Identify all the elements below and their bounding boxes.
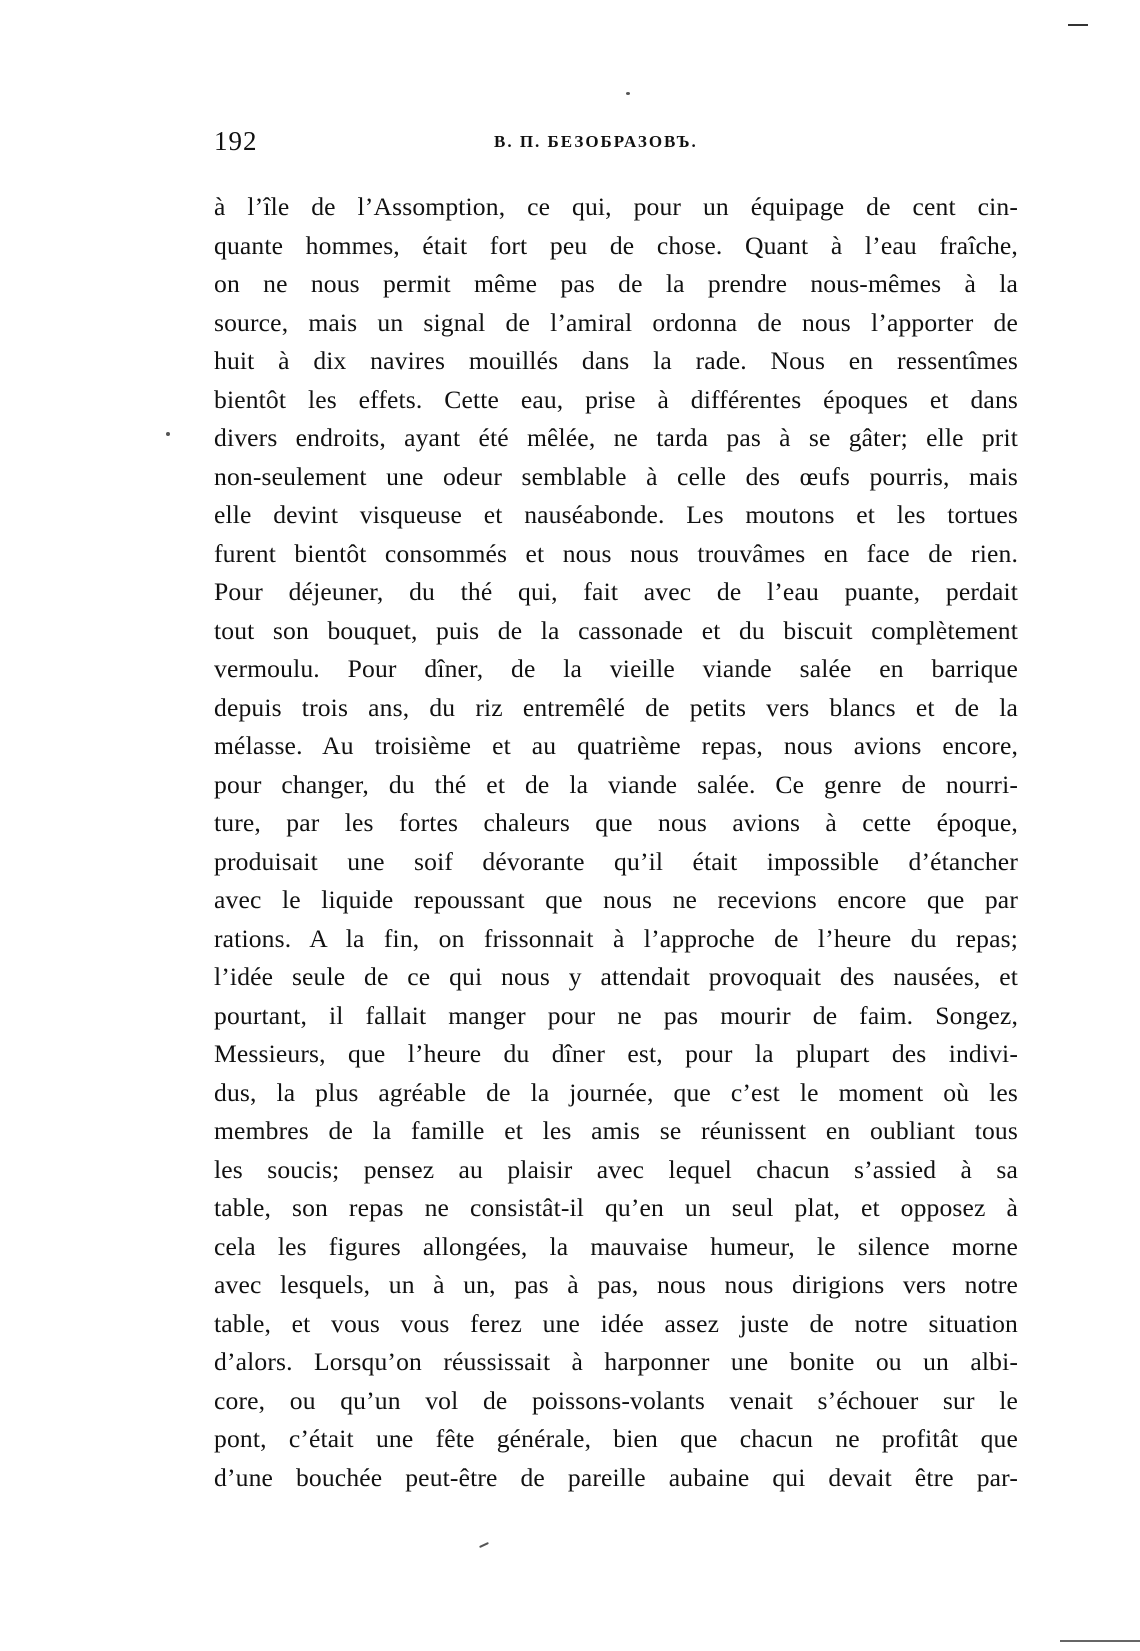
text-line: quante hommes, était fort peu de chose. Quant à l’eau fraîche, bbox=[214, 230, 1018, 260]
text-line: rations. A la fin, on frissonnait à l’approche de l’heure du repas; bbox=[214, 923, 1018, 953]
scan-edge-mark bbox=[1068, 24, 1088, 26]
text-line: non-seulement une odeur semblable à celle des œufs pourris, mais bbox=[214, 461, 1018, 491]
text-line: Messieurs, que l’heure du dîner est, pour la plupart des indivi- bbox=[214, 1039, 1018, 1068]
text-line: d’une bouchée peut-être de pareille aubaine qui devait être par- bbox=[214, 1462, 1018, 1492]
scan-speck bbox=[479, 1542, 489, 1548]
text-line: divers endroits, ayant été mêlée, ne tarda pas à se gâter; elle prit bbox=[214, 423, 1018, 452]
text-line: Pour déjeuner, du thé qui, fait avec de l’eau puante, perdait bbox=[214, 577, 1018, 606]
text-line: bientôt les effets. Cette eau, prise à différentes époques et dans bbox=[214, 384, 1018, 414]
running-head: В. П. БЕЗОБРАЗОВЪ. bbox=[494, 132, 698, 151]
text-line: table, son repas ne consistât-il qu’en un seul plat, et opposez à bbox=[214, 1193, 1018, 1222]
text-line: les soucis; pensez au plaisir avec lequel chacun s’assied à sa bbox=[214, 1154, 1018, 1184]
text-line: l’idée seule de ce qui nous y attendait provoquait des nausées, et bbox=[214, 962, 1018, 991]
page-header bbox=[214, 126, 1018, 166]
text-line: depuis trois ans, du riz entremêlé de petits vers blancs et de la bbox=[214, 692, 1018, 722]
text-line: on ne nous permit même pas de la prendre nous-mêmes à la bbox=[214, 269, 1018, 298]
text-line: huit à dix navires mouillés dans la rade. Nous en ressentîmes bbox=[214, 346, 1018, 375]
scan-speck bbox=[626, 92, 630, 95]
text-line: core, ou qu’un vol de poissons-volants venait s’échouer sur le bbox=[214, 1385, 1018, 1415]
body-text bbox=[214, 188, 1018, 1497]
text-line: produisait une soif dévorante qu’il était impossible d’étancher bbox=[214, 846, 1018, 876]
scan-speck bbox=[166, 432, 170, 436]
text-line: à l’île de l’Assomption, ce qui, pour un équipage de cent cin- bbox=[214, 192, 1018, 221]
text-line: pour changer, du thé et de la viande salée. Ce genre de nourri- bbox=[214, 769, 1018, 799]
text-line: table, et vous vous ferez une idée assez juste de notre situation bbox=[214, 1308, 1018, 1338]
text-line: elle devint visqueuse et nauséabonde. Les moutons et les tortues bbox=[214, 500, 1018, 529]
text-line: d’alors. Lorsqu’on réussissait à harponner une bonite ou un albi- bbox=[214, 1347, 1018, 1376]
text-line: avec le liquide repoussant que nous ne recevions encore que par bbox=[214, 885, 1018, 914]
page-number: 192 bbox=[214, 126, 258, 156]
text-line: source, mais un signal de l’amiral ordonna de nous l’apporter de bbox=[214, 307, 1018, 337]
text-line: pourtant, il fallait manger pour ne pas mourir de faim. Songez, bbox=[214, 1000, 1018, 1030]
scan-edge-mark bbox=[1060, 1640, 1140, 1642]
text-line: pont, c’était une fête générale, bien que chacun ne profitât que bbox=[214, 1424, 1018, 1453]
text-line: mélasse. Au troisième et au quatrième repas, nous avions encore, bbox=[214, 731, 1018, 760]
text-line: tout son bouquet, puis de la cassonade et du biscuit complètement bbox=[214, 615, 1018, 645]
text-line: furent bientôt consommés et nous nous trouvâmes en face de rien. bbox=[214, 538, 1018, 568]
text-line: cela les figures allongées, la mauvaise humeur, le silence morne bbox=[214, 1231, 1018, 1261]
text-line: dus, la plus agréable de la journée, que c’est le moment où les bbox=[214, 1077, 1018, 1107]
text-line: vermoulu. Pour dîner, de la vieille viande salée en barrique bbox=[214, 654, 1018, 683]
text-line: membres de la famille et les amis se réunissent en oubliant tous bbox=[214, 1116, 1018, 1145]
text-line: ture, par les fortes chaleurs que nous avions à cette époque, bbox=[214, 808, 1018, 837]
text-line: avec lesquels, un à un, pas à pas, nous nous dirigions vers notre bbox=[214, 1270, 1018, 1299]
